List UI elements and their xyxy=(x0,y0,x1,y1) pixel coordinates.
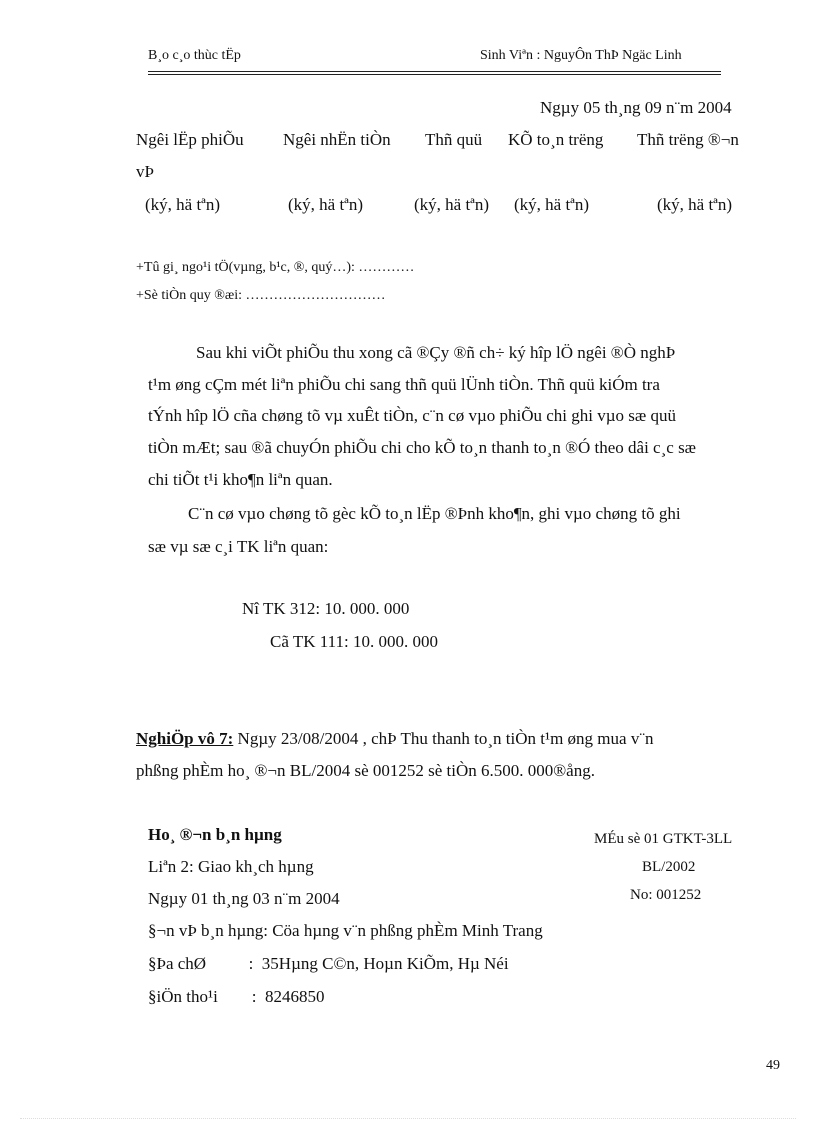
invoice-phone: §iÖn tho¹i : 8246850 xyxy=(148,987,325,1006)
invoice-date: Ngµy 01 th¸ng 03 n¨m 2004 xyxy=(148,889,340,908)
sign-note-4: (ký, hä tªn) xyxy=(514,195,590,214)
page-number: 49 xyxy=(766,1058,780,1073)
role-unit-head: Thñ trëng ®¬n xyxy=(637,130,739,149)
invoice-seller: §¬n vÞ b¸n hµng: Cöa hµng v¨n phßng phÈm Minh Trang xyxy=(148,921,543,940)
sign-note-1: (ký, hä tªn) xyxy=(145,195,221,214)
para1-line1: Sau khi viÕt phiÕu thu xong cã ®Çy ®ñ ch÷ ký hîp lÖ ngêi ®Ò nghÞ xyxy=(196,343,676,362)
invoice-address: §Þa chØ : 35Hµng C©n, Hoµn KiÕm, Hµ Néi xyxy=(148,954,509,973)
task-label: NghiÖp vô 7: xyxy=(136,729,234,748)
debit-entry: Nî TK 312: 10. 000. 000 xyxy=(242,599,410,618)
header-rule-top xyxy=(148,71,721,72)
para1-line4: tiÒn mÆt; sau ®ã chuyÓn phiÕu chi cho kÕ to¸n thanh to¸n ®Ó theo dâi c¸c sæ xyxy=(148,438,697,457)
invoice-title: Ho¸ ®¬n b¸n hµng xyxy=(148,825,282,844)
task-line2: phßng phÈm ho¸ ®¬n BL/2004 sè 001252 sè tiÒn 6.500. 000®ång. xyxy=(136,761,595,780)
converted-amount-line: +Sè tiÒn quy ®æi: ………………………… xyxy=(136,288,386,303)
credit-entry: Cã TK 111: 10. 000. 000 xyxy=(270,632,438,651)
invoice-copy: Liªn 2: Giao kh¸ch hµng xyxy=(148,857,314,876)
header-left: B¸o c¸o thùc tËp xyxy=(148,48,241,63)
role-chief-accountant: KÕ to¸n trëng xyxy=(508,130,604,149)
date-line: Ngµy 05 th¸ng 09 n¨m 2004 xyxy=(540,98,732,117)
header-right: Sinh Viªn : NguyÔn ThÞ Ngäc Linh xyxy=(480,48,682,63)
role-unit-head-cont: vÞ xyxy=(136,162,154,181)
para1-line3: tÝnh hîp lÖ cña chøng tõ vµ xuÊt tiÒn, c¨n cø vµo phiÕu chi ghi vµo sæ quü xyxy=(148,406,676,425)
sign-note-3: (ký, hä tªn) xyxy=(414,195,490,214)
page-bottom-border xyxy=(20,1118,796,1119)
role-preparer: Ngêi lËp phiÕu xyxy=(136,130,244,149)
role-receiver: Ngêi nhËn tiÒn xyxy=(283,130,391,149)
invoice-number: No: 001252 xyxy=(630,887,702,903)
para1-line5: chi tiÕt t¹i kho¶n liªn quan. xyxy=(148,470,333,489)
invoice-form-code: MÉu sè 01 GTKT-3LL xyxy=(594,831,733,847)
sign-note-5: (ký, hä tªn) xyxy=(657,195,733,214)
invoice-series: BL/2002 xyxy=(642,859,696,875)
exchange-rate-line: +Tû gi¸ ngo¹i tÖ(vµng, b¹c, ®, quý…): ………… xyxy=(136,260,415,275)
role-cashier: Thñ quü xyxy=(425,130,483,149)
sign-note-2: (ký, hä tªn) xyxy=(288,195,364,214)
para2-line1: C¨n cø vµo chøng tõ gèc kÕ to¸n lËp ®Þnh kho¶n, ghi vµo chøng tõ ghi xyxy=(188,504,681,523)
header-rule-bottom xyxy=(148,74,721,75)
task-text: Ngµy 23/08/2004 , chÞ Thu thanh to¸n tiÒn t¹m øng mua v¨n xyxy=(233,729,654,748)
task-line1 xyxy=(136,729,654,749)
para2-line2: sæ vµ sæ c¸i TK liªn quan: xyxy=(148,537,329,556)
para1-line2: t¹m øng cÇm mét liªn phiÕu chi sang thñ quü lÜnh tiÒn. Thñ quü kiÓm tra xyxy=(148,375,660,394)
